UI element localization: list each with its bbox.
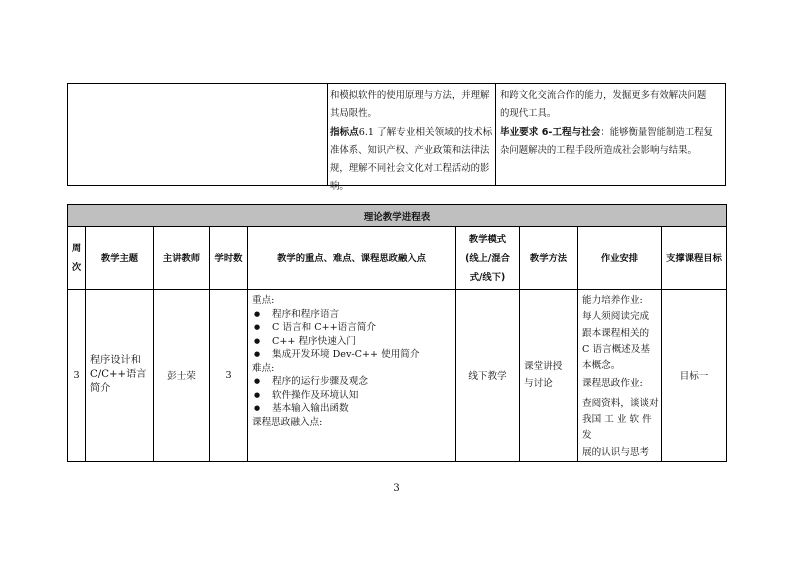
list-item: ● C++ 程序快速入门 xyxy=(254,335,357,347)
cell-method: 课堂讲授 与讨论 xyxy=(520,290,578,462)
list-item: ● 软件操作及环境认知 xyxy=(254,389,359,401)
cell-topic: 程序设计和 C/C++语言 简介 xyxy=(86,290,154,462)
bullet-icon: ● xyxy=(254,323,261,331)
bullet-icon: ● xyxy=(254,404,261,412)
ideology-label: 课程思政融入点: xyxy=(252,416,323,428)
cell-homework: 能力培养作业: 每人须阅读完成 跟本课程相关的 C 语言概述及基 本概念。 课程思政作业: 查阅资料，谈谈对 我国 工 业 软 件 发 展的认识与思考 xyxy=(578,290,662,462)
header-topic: 教学主题 xyxy=(86,227,154,290)
requirement-line xyxy=(500,124,725,142)
bullet-icon: ● xyxy=(254,390,261,399)
header-content: 教学的重点、难点、课程思政融入点 xyxy=(248,227,456,290)
indicator-line: 其局限性。 xyxy=(330,108,377,120)
header-goal: 支撑课程目标 xyxy=(662,227,727,290)
list-item: ● 集成开发环境 Dev-C++ 使用简介 xyxy=(254,349,420,360)
header-week: 周 次 xyxy=(68,227,86,290)
cell-teacher: 彭士荣 xyxy=(154,290,210,462)
bullet-icon: ● xyxy=(254,377,261,385)
indicator-cell xyxy=(328,84,496,193)
theory-schedule-table xyxy=(67,204,727,462)
indicator-line: 和模拟软件的使用原理与方法，并理解 xyxy=(330,90,490,101)
indicator-line xyxy=(330,124,495,142)
page-number: 3 xyxy=(393,483,400,494)
difficulty-label: 难点: xyxy=(252,362,275,374)
table-row xyxy=(68,290,727,462)
cell-mode: 线下教学 xyxy=(456,290,520,462)
objectives-table-fragment xyxy=(67,83,726,193)
requirement-label: 毕业要求 6-工程与社会 xyxy=(500,126,601,138)
cell-goal: 目标一 xyxy=(662,290,727,462)
bullet-icon: ● xyxy=(254,350,261,358)
requirement-text: ：能够衡量智能制造工程复 xyxy=(600,126,713,138)
key-label: 重点: xyxy=(252,295,275,306)
requirement-line: 的现代工具。 xyxy=(500,108,557,120)
list-item: ● 程序的运行步骤及观念 xyxy=(254,376,368,387)
header-method: 教学方法 xyxy=(520,227,578,290)
indicator-number: 6.1 了解专业相关领域的技术标 xyxy=(358,126,493,138)
cell-content xyxy=(248,290,456,462)
indicator-line: 准体系、知识产权、产业政策和法律法 xyxy=(330,144,490,156)
requirement-cell xyxy=(497,84,725,185)
indicator-label: 指标点 xyxy=(330,126,359,138)
indicator-line: 规，理解不同社会文化对工程活动的影 xyxy=(330,163,490,175)
table-title: 理论教学进程表 xyxy=(68,205,727,227)
header-teacher: 主讲教师 xyxy=(154,227,210,290)
list-item: ● 基本输入输出函数 xyxy=(254,403,349,414)
requirement-line: 杂问题解决的工程手段所造成社会影响与结果。 xyxy=(500,144,697,156)
header-mode: 教学模式 (线上/混合 式/线下) xyxy=(456,227,520,290)
requirement-line: 和跨文化交流合作的能力，发掘更多有效解决问题 xyxy=(500,90,707,101)
indicator-line: 响。 xyxy=(330,181,349,193)
cell-week: 3 xyxy=(68,290,86,462)
header-homework: 作业安排 xyxy=(578,227,662,290)
list-item: ● 程序和程序语言 xyxy=(254,308,340,320)
list-item: ● C 语言和 C++语言简介 xyxy=(254,322,377,333)
objectives-cell-empty xyxy=(68,84,328,185)
bullet-icon: ● xyxy=(254,309,261,318)
header-hours: 学时数 xyxy=(210,227,248,290)
bullet-icon: ● xyxy=(254,336,261,345)
cell-hours: 3 xyxy=(210,290,248,462)
